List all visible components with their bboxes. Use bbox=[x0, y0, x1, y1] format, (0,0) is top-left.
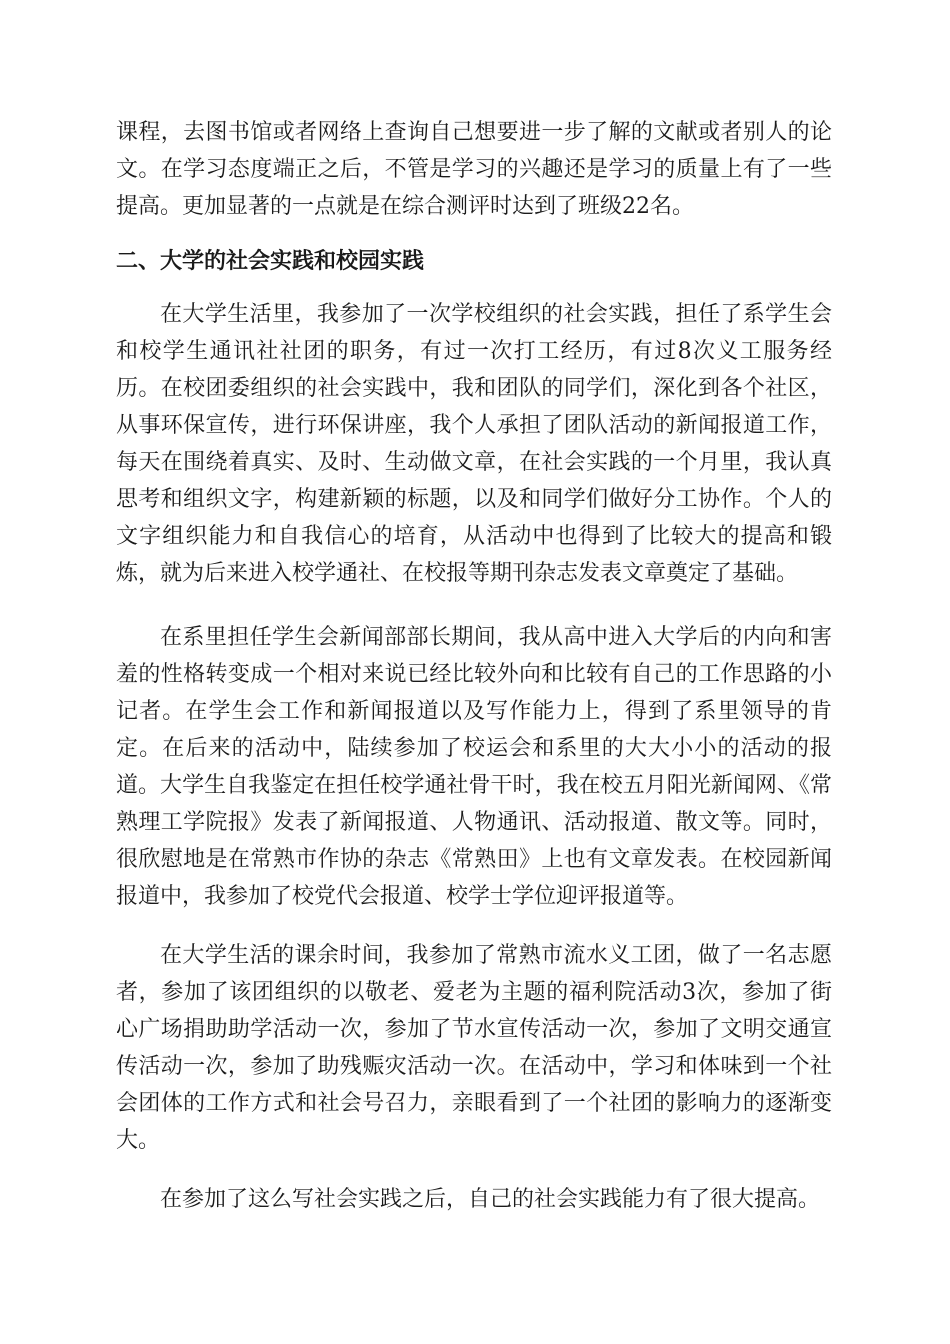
paragraph-student-union: 在系里担任学生会新闻部部长期间，我从高中进入大学后的内向和害羞的性格转变成一个相对来说已经比较外向和比较有自己的工作思路的小记者。在学生会工作和新闻报道以及写作能力上，得到了系里领导的肯定。在后来的活动中，陆续参加了校运会和系里的大大小小的活动的报道。大学生自我鉴定在担任校学通社骨干时，我在校五月阳光新闻网、《常熟理工学院报》发表了新闻报道、人物通讯、活动报道、散文等。同时，很欣慰地是在常熟市作协的杂志《常熟田》上也有文章发表。在校园新闻报道中，我参加了校党代会报道、校学士学位迎评报道等。 bbox=[116, 625, 832, 909]
paragraph-conclusion: 在参加了这么写社会实践之后，自己的社会实践能力有了很大提高。 bbox=[160, 1187, 821, 1212]
paragraph-volunteer: 在大学生活的课余时间，我参加了常熟市流水义工团，做了一名志愿者，参加了该团组织的以敬老、爱老为主题的福利院活动3次，参加了街心广场捐助助学活动一次，参加了节水宣传活动一次，参加了文明交通宣传活动一次，参加了助残赈灾活动一次。在活动中，学习和体味到一个社会团体的工作方式和社会号召力，亲眼看到了一个社团的影响力的逐渐变大。 bbox=[116, 943, 832, 1153]
paragraph-study-attitude: 课程，去图书馆或者网络上查询自己想要进一步了解的文献或者别人的论文。在学习态度端正之后，不管是学习的兴趣还是学习的质量上有了一些提高。更加显著的一点就是在综合测评时达到了班级22名。 bbox=[116, 120, 832, 219]
paragraph-social-practice: 在大学生活里，我参加了一次学校组织的社会实践，担任了系学生会和校学生通讯社社团的职务，有过一次打工经历，有过8次义工服务经历。在校团委组织的社会实践中，我和团队的同学们，深化到各个社区，从事环保宣传，进行环保讲座，我个人承担了团队活动的新闻报道工作，每天在围绕着真实、及时、生动做文章，在社会实践的一个月里，我认真思考和组织文字，构建新颖的标题，以及和同学们做好分工协作。个人的文字组织能力和自我信心的培育，从活动中也得到了比较大的提高和锻炼，就为后来进入校学通社、在校报等期刊杂志发表文章奠定了基础。 bbox=[116, 302, 832, 586]
section-heading: 二、大学的社会实践和校园实践 bbox=[116, 249, 425, 274]
